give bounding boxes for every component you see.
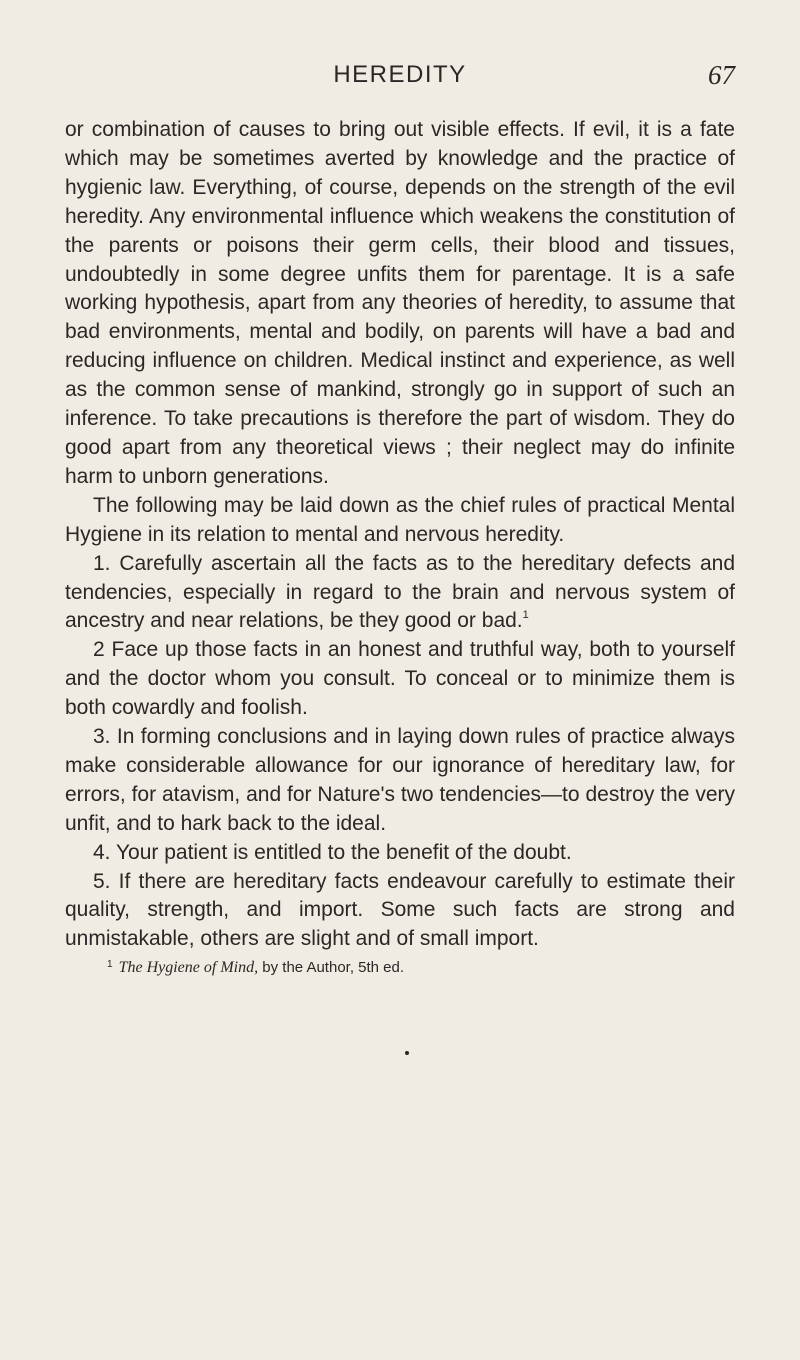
paragraph-rules-intro: The following may be laid down as the chief rules of practical Mental Hygiene in its relation to mental and nervous heredity. <box>65 493 735 546</box>
running-head <box>65 58 735 92</box>
rule-5: 5. If there are hereditary facts endeavour carefully to estimate their quality, strength, and import. Some such facts are strong and unmistakable, others are slight and of small import. <box>65 869 735 951</box>
page-number: 67 <box>708 60 735 90</box>
body-text <box>65 116 735 978</box>
paragraph-continued: or combination of causes to bring out visible effects. If evil, it is a fate which may be sometimes averted by knowledge and the practice of hygienic law. Everything, of course, depends on the strength of the evil heredity. Any environmental influence which weakens the constitution of the parents or poisons their germ cells, their blood and tissues, undoubtedly in some degree unfits them for parentage. It is a safe working hypothesis, apart from any theories of heredity, to assume that bad environments, mental and bodily, on parents will have a bad and reducing influence on children. Medical instinct and experience, as well as the common sense of mankind, strongly go in support of such an inference. To take precautions is therefore the part of wisdom. They do good apart from any theoretical views ; their neglect may do infinite harm to unborn generations. <box>65 118 735 488</box>
rule-1 <box>65 550 735 637</box>
print-speck <box>405 1051 409 1055</box>
rule-3: 3. In forming conclusions and in laying down rules of practice always make considerable allowance for our ignorance of hereditary law, for errors, for atavism, and for Nature's two tendencies—to destroy the very unfit, and to hark back to the ideal. <box>65 725 735 835</box>
footnote-text: by the Author, 5th ed. <box>258 959 405 977</box>
rule-4: 4. Your patient is entitled to the benefit of the doubt. <box>93 840 572 864</box>
rule-1-text: 1. Carefully ascertain all the facts as to the hereditary defects and tendencies, especially in regard to the brain and nervous system of ancestry and near relations, be they good or bad. <box>65 551 735 633</box>
rule-2: 2 Face up those facts in an honest and truthful way, both to yourself and the doctor whom you consult. To conceal or to minimize them is both cowardly and foolish. <box>65 638 735 720</box>
footnote-reference: 1 <box>522 609 529 622</box>
running-title: HEREDITY <box>333 61 467 88</box>
footnote-marker: 1 <box>107 959 113 971</box>
footnote <box>65 955 735 978</box>
footnote-book-title: The Hygiene of Mind, <box>118 959 259 977</box>
